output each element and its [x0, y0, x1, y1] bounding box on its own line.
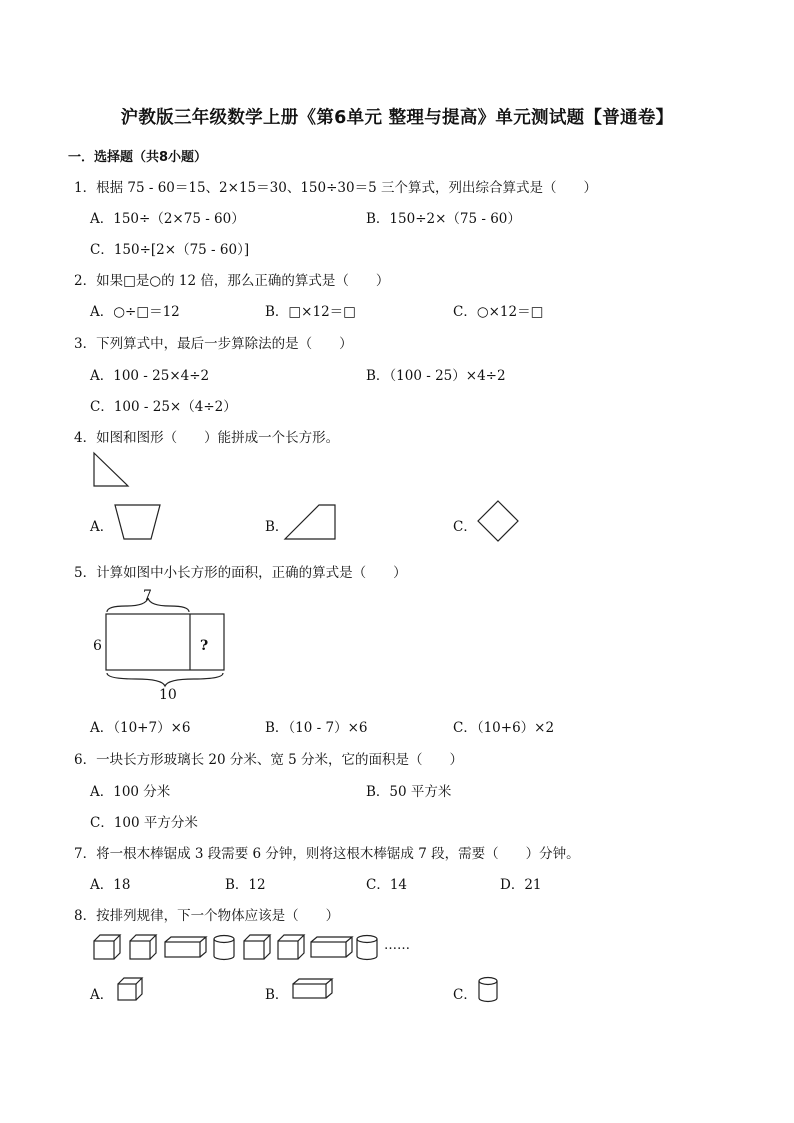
q2-option-c[interactable]: C．○×12＝□: [453, 304, 544, 320]
q5-option-c[interactable]: C．（10+6）×2: [453, 720, 555, 736]
cuboid-icon: [311, 937, 352, 957]
q8-option-a[interactable]: A．: [90, 987, 114, 1003]
q1-option-a[interactable]: A．150÷（2×75 - 60）: [90, 211, 245, 227]
q6-option-b[interactable]: B．50 平方米: [366, 784, 452, 800]
cuboid-icon: [165, 937, 206, 957]
q6-option-a[interactable]: A．100 分米: [90, 784, 171, 800]
option-c-cylinder-icon: [479, 978, 497, 1002]
label-bottom-10: 10: [159, 687, 177, 703]
page-title: 沪教版三年级数学上册《第6单元 整理与提高》单元测试题【普通卷】: [120, 108, 674, 128]
q1-option-c[interactable]: C．150÷[2×（75 - 60）]: [90, 242, 250, 258]
q3-option-a[interactable]: A．100 - 25×4÷2: [90, 368, 210, 384]
q3-option-c[interactable]: C．100 - 25×（4÷2）: [90, 399, 237, 415]
q5-option-b[interactable]: B．（10 - 7）×6: [265, 720, 368, 736]
cube-icon: [244, 935, 270, 959]
cube-icon: [278, 935, 304, 959]
label-left-6: 6: [93, 638, 102, 654]
q3-option-b[interactable]: B．（100 - 25）×4÷2: [366, 368, 506, 384]
q7-option-d[interactable]: D．21: [500, 877, 542, 893]
q1-option-b[interactable]: B．150÷2×（75 - 60）: [366, 211, 521, 227]
question-3-stem: 3．下列算式中，最后一步算除法的是（ ）: [74, 336, 353, 352]
q7-option-b[interactable]: B．12: [225, 877, 266, 893]
question-1-stem: 1．根据 75 - 60＝15、2×15＝30、150÷30＝5 三个算式，列出综合算式是（ ）: [74, 180, 597, 196]
label-question-mark: ?: [200, 638, 209, 654]
q2-option-b[interactable]: B．□×12＝□: [265, 304, 356, 320]
option-a-cube-icon: [118, 978, 142, 1000]
label-top-7: 7: [143, 588, 152, 604]
question-6-stem: 6．一块长方形玻璃长 20 分米、宽 5 分米，它的面积是（ ）: [74, 752, 464, 768]
q6-option-c[interactable]: C．100 平方分米: [90, 815, 198, 831]
question-7-stem: 7．将一根木棒锯成 3 段需要 6 分钟，则将这根木棒锯成 7 段，需要（ ）分钟。: [74, 846, 580, 862]
q7-option-c[interactable]: C．14: [366, 877, 408, 893]
q7-option-a[interactable]: A．18: [90, 877, 131, 893]
q4-option-a[interactable]: A．: [90, 519, 114, 535]
q4-option-c[interactable]: C．: [453, 519, 477, 535]
q2-option-a[interactable]: A．○÷□＝12: [90, 304, 180, 320]
option-b-cuboid-icon: [293, 979, 332, 998]
cube-icon: [130, 935, 156, 959]
q4-option-b[interactable]: B．: [265, 519, 289, 535]
q5-option-a[interactable]: A．（10+7）×6: [90, 720, 191, 736]
question-2-stem: 2．如果□是○的 12 倍，那么正确的算式是（ ）: [74, 273, 390, 289]
cylinder-icon: [214, 936, 234, 960]
cylinder-icon: [357, 936, 377, 960]
q8-option-b[interactable]: B．: [265, 987, 289, 1003]
sequence-ellipsis: ……: [384, 938, 410, 953]
cube-icon: [94, 935, 120, 959]
question-4-stem: 4．如图和图形（ ）能拼成一个长方形。: [74, 430, 340, 446]
question-5-stem: 5．计算如图中小长方形的面积，正确的算式是（ ）: [74, 565, 407, 581]
section-heading: 一．选择题（共8小题）: [68, 150, 208, 165]
q8-option-c[interactable]: C．: [453, 987, 477, 1003]
question-8-stem: 8．按排列规律，下一个物体应该是（ ）: [74, 908, 340, 924]
